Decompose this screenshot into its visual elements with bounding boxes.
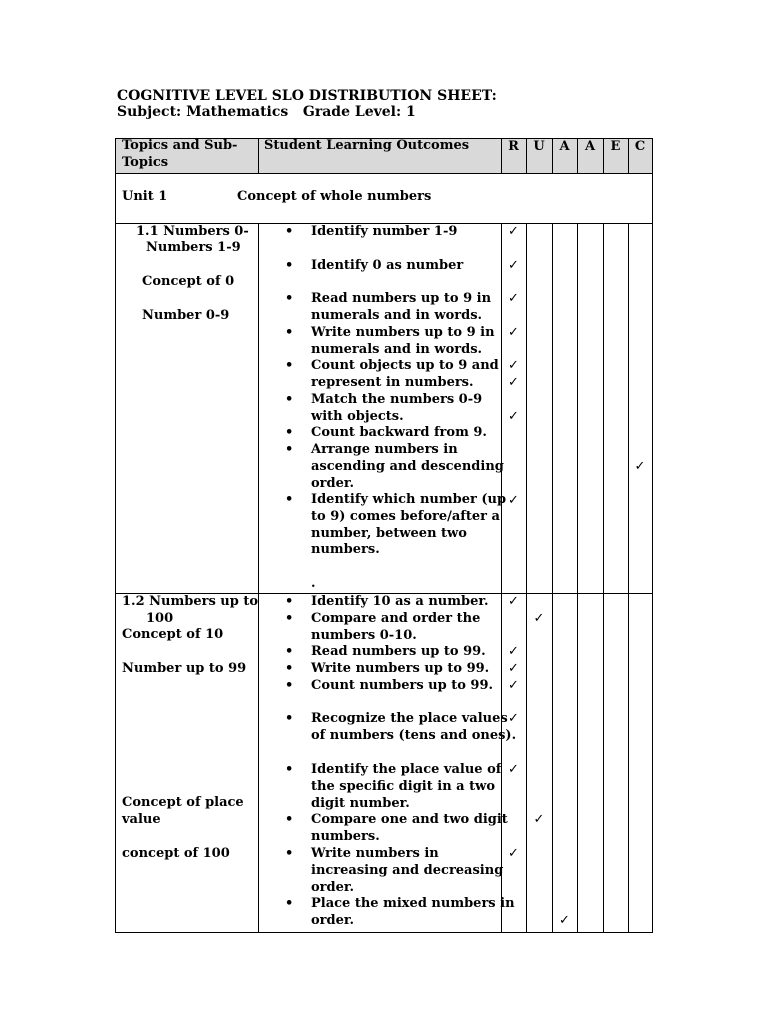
outcome-text: Write numbers in (311, 846, 439, 861)
outcome-text: number, between two (311, 525, 467, 541)
bullet-icon: • (285, 678, 294, 693)
outcome-text: order. (311, 475, 355, 491)
outcome-text: Arrange numbers in (311, 442, 458, 457)
check-mark-icon: ✓ (508, 493, 519, 508)
table-cell (552, 223, 578, 594)
level-header-e: E (610, 139, 621, 154)
table-cell (115, 593, 259, 933)
topic-label: Concept of 10 (122, 627, 224, 642)
check-mark-icon: ✓ (508, 711, 519, 726)
check-mark-icon: ✓ (508, 258, 519, 273)
bullet-icon: • (285, 291, 294, 306)
outcome-text: Identify 10 as a number. (311, 594, 489, 609)
check-mark-icon: ✓ (508, 678, 519, 693)
topic-label: value (122, 812, 161, 827)
outcome-text: increasing and decreasing (311, 862, 504, 878)
topic-label: 1.2 Numbers up to (122, 594, 259, 609)
outcome-text: numerals and in words. (311, 307, 483, 323)
bullet-icon: • (285, 711, 294, 726)
outcome-text: Identify 0 as number (311, 258, 464, 273)
outcome-text: Count objects up to 9 and (311, 358, 499, 373)
level-header-a: A (584, 139, 596, 154)
outcome-text: order. (311, 879, 355, 895)
bullet-icon: • (285, 442, 294, 457)
outcome-text: to 9) comes before/after a (311, 508, 500, 524)
check-mark-icon: ✓ (533, 812, 545, 827)
unit-title: Concept of whole numbers (237, 189, 432, 204)
outcome-text: ascending and descending (311, 458, 504, 474)
check-mark-icon: ✓ (634, 459, 646, 474)
bullet-icon: • (285, 762, 294, 777)
outcome-text: Recognize the place values (311, 711, 508, 726)
bullet-icon: • (285, 425, 294, 440)
outcome-text: order. (311, 912, 355, 928)
check-mark-icon: ✓ (508, 661, 519, 676)
check-mark-icon: ✓ (508, 594, 519, 609)
outcome-text: numbers. (311, 542, 380, 558)
outcome-text: numbers. (311, 828, 380, 844)
table-cell (526, 223, 553, 594)
check-mark-icon: ✓ (508, 224, 519, 239)
bullet-icon: • (285, 896, 294, 911)
check-mark-icon: ✓ (508, 325, 519, 340)
check-mark-icon: ✓ (508, 375, 519, 390)
level-header-c: C (634, 139, 646, 154)
level-header-a: A (559, 139, 570, 154)
topic-label: concept of 100 (122, 846, 230, 861)
level-header-r: R (508, 139, 519, 154)
outcome-text: with objects. (311, 408, 404, 424)
page-title: COGNITIVE LEVEL SLO DISTRIBUTION SHEET: (117, 88, 497, 104)
check-mark-icon: ✓ (508, 846, 519, 861)
check-mark-icon: ✓ (508, 409, 519, 424)
outcome-text: Read numbers up to 9 in (311, 291, 492, 306)
table-cell (628, 593, 653, 933)
outcome-text: Identify which number (up (311, 492, 507, 507)
outcome-text: of numbers (tens and ones). (311, 727, 517, 743)
bullet-icon: • (285, 661, 294, 676)
bullet-icon: • (285, 392, 294, 407)
topics-header-line: Topics and Sub- (122, 138, 238, 153)
outcome-text: Match the numbers 0-9 (311, 392, 483, 407)
bullet-icon: • (285, 224, 294, 239)
table-cell (526, 593, 553, 933)
slo-header: Student Learning Outcomes (264, 138, 470, 153)
bullet-icon: • (285, 644, 294, 659)
table-cell (628, 223, 653, 594)
table-cell (577, 593, 604, 933)
unit-label: Unit 1 (122, 189, 168, 204)
outcome-text: Count backward from 9. (311, 425, 487, 440)
trailing-dot: . (311, 576, 316, 591)
topic-label: 100 (146, 611, 174, 626)
outcome-text: numbers 0-10. (311, 627, 417, 643)
slo-distribution-table (115, 138, 652, 932)
outcome-text: numerals and in words. (311, 341, 483, 357)
table-cell (603, 593, 629, 933)
topic-label: 1.1 Numbers 0- (136, 224, 249, 239)
topic-label: Numbers 1-9 (146, 240, 241, 255)
bullet-icon: • (285, 258, 294, 273)
outcome-text: Place the mixed numbers in (311, 896, 515, 911)
topic-label: Number up to 99 (122, 661, 247, 676)
topic-label: Concept of 0 (142, 274, 235, 289)
check-mark-icon: ✓ (508, 291, 519, 306)
check-mark-icon: ✓ (508, 358, 519, 373)
bullet-icon: • (285, 611, 294, 626)
subject-grade-line: Subject: Mathematics Grade Level: 1 (117, 104, 416, 120)
table-cell (577, 223, 604, 594)
outcome-text: Write numbers up to 99. (311, 661, 490, 676)
topic-label: Concept of place (122, 795, 244, 810)
bullet-icon: • (285, 594, 294, 609)
bullet-icon: • (285, 846, 294, 861)
check-mark-icon: ✓ (533, 611, 545, 626)
outcome-text: Write numbers up to 9 in (311, 325, 495, 340)
topic-label: Number 0-9 (142, 308, 230, 323)
outcome-text: the specific digit in a two (311, 778, 495, 794)
table-cell (552, 593, 578, 933)
bullet-icon: • (285, 812, 294, 827)
check-mark-icon: ✓ (508, 644, 519, 659)
outcome-text: Compare and order the (311, 611, 481, 626)
outcome-text: Identify the place value of (311, 762, 502, 777)
check-mark-icon: ✓ (559, 913, 570, 928)
outcome-text: Identify number 1-9 (311, 224, 458, 239)
outcome-text: Compare one and two digit (311, 812, 508, 827)
table-cell (603, 223, 629, 594)
bullet-icon: • (285, 325, 294, 340)
bullet-icon: • (285, 492, 294, 507)
bullet-icon: • (285, 358, 294, 373)
outcome-text: digit number. (311, 795, 410, 811)
topics-header-line: Topics (122, 154, 169, 170)
level-header-u: U (533, 139, 545, 154)
outcome-text: Read numbers up to 99. (311, 644, 486, 659)
outcome-text: represent in numbers. (311, 374, 474, 390)
outcome-text: Count numbers up to 99. (311, 678, 494, 693)
check-mark-icon: ✓ (508, 762, 519, 777)
